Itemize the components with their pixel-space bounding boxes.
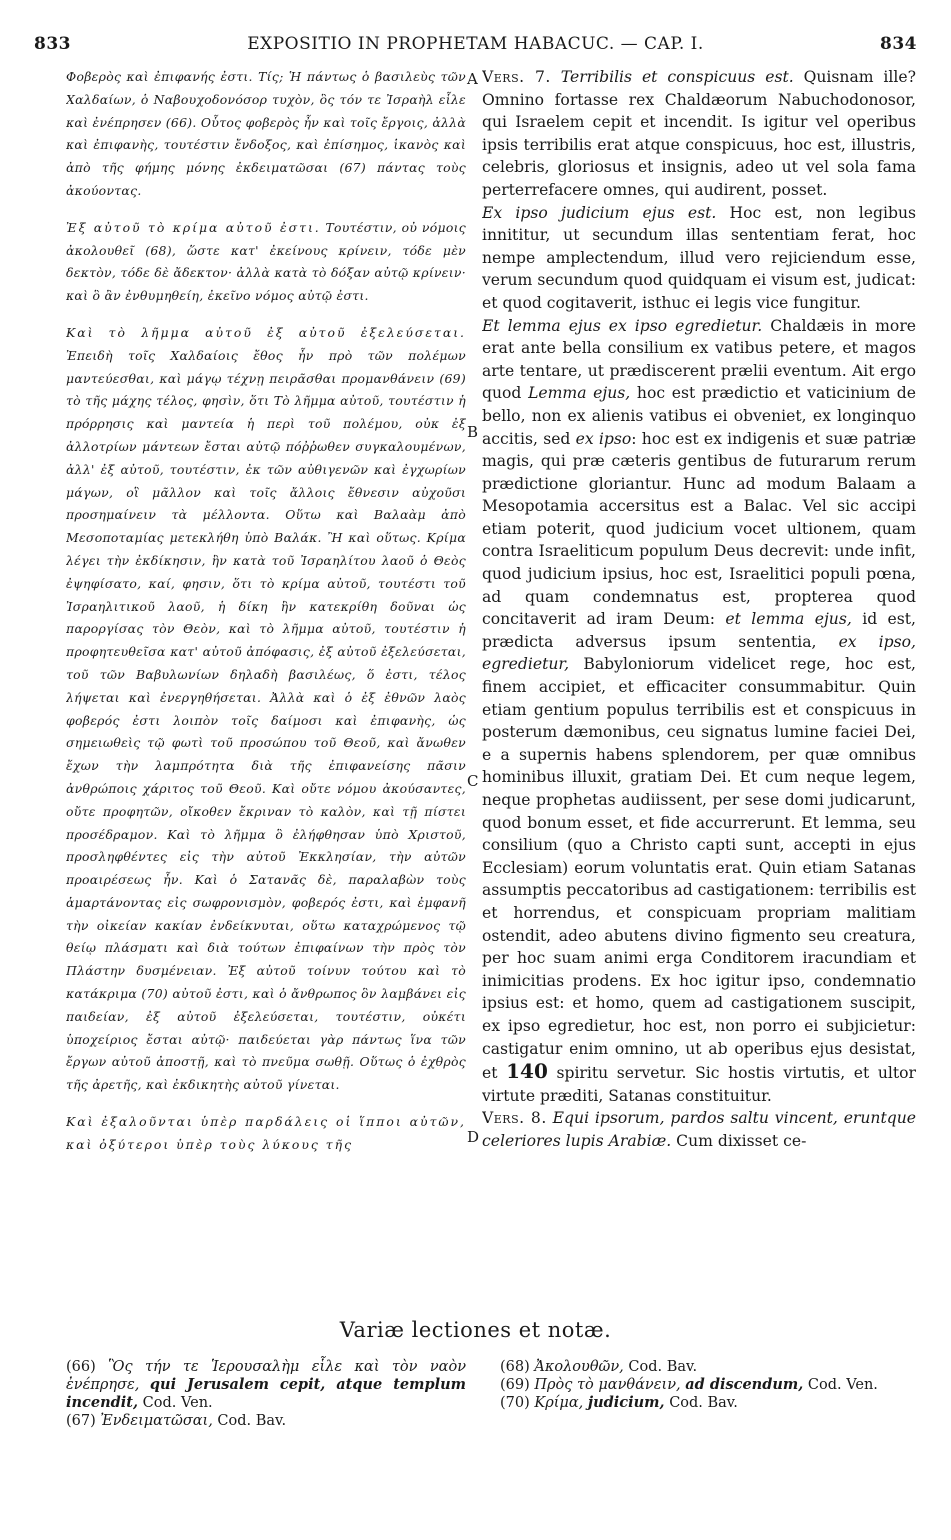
note-number: (69) [500,1377,530,1393]
latin-text-3d: id est, prædicta adversus ipsum sententia, [482,610,916,651]
greek-lemma-4: Καὶ ἐξαλοῦνται ὑπὲρ παρδάλεις οἱ ἵπποι αὐτῶν, καὶ ὀξύτεροι ὑπὲρ τοὺς λύκους τῆς [66,1114,466,1152]
latin-lemma-4: Equi ipsorum, pardos saltu vincent, eruntque celeriores lupis Arabiæ. [482,1109,916,1150]
page-number-left: 833 [34,34,71,54]
latin-text-3f: spiritu servetur. Sic hostis virtutis, et ultor virtute præditi, Satanas constituitur. [482,1064,916,1105]
latin-lemma-3: Et lemma ejus ex ipso egredietur. [482,316,763,335]
latin-text-3c: : hoc est ex indigenis et suæ patriæ magis, qui præ cæteris gentibus de futurarum rerum prædictione gloriantur. Hunc ad modum Balaam a Mesopotamia accersitus est a Balac. Vel sic accipi etiam poterit, quod judicium vocet ultionem, quam contra Israeliticum populum Deus decrevit: unde infit, quod judicium ipsius, hoc est, Israelitici populi pœna, ad quam condemnatus est, propterea quod concitaverit ad iram Deum: [482,429,916,629]
latin-lemma-1: Terribilis et conspicuus est. [560,68,794,86]
notes-left-column [66,1358,466,1430]
note-number: (66) [66,1359,96,1375]
notes-right-column [500,1358,916,1412]
latin-text-1: Quisnam ille? Omnino fortasse rex Chaldæorum Nabuchodonosor, qui Israelem cepit et incendit. Is igitur vel operibus ipsis terribilis erat atque conspicuus, hoc est, illustris, celebris, gloriosus et insignis, adeo ut vel sola fama perterrefacere omnes, qui audirent, posset. [482,68,916,199]
margin-letter-a: A [467,70,478,88]
note-latin: qui Jerusalem cepit, atque templum incendit, [66,1376,466,1411]
latin-paragraph-4 [482,1107,916,1152]
greek-column [66,66,466,1171]
latin-lemma-3e: ex ipso, egredietur, [482,632,916,674]
note-source: Cod. Bav. [628,1359,698,1375]
greek-lemma-2: Ἐξ αὐτοῦ τὸ κρίμα αὐτοῦ ἐστι. [66,219,321,235]
note-greek: Ὃς τήν τε Ἱερουσαλὴμ εἷλε καὶ τὸν ναὸν ἐνέπρησε, [66,1359,467,1393]
latin-paragraph-2 [482,202,916,315]
note-latin: ad discendum, [685,1376,804,1393]
margin-letter-b: B [467,423,479,441]
greek-paragraph-1: Φοβερὸς καὶ ἐπιφανής ἐστι. Τίς; Ἡ πάντως ὁ βασιλεὺς τῶν Χαλδαίων, ὁ Ναβουχοδονόσορ τυχὸν, ὃς τόν τε Ἰσραὴλ εἷλε καὶ ἐνέπρησεν (66). Οὗτος φοβερὸς ἦν καὶ τοῖς ἔργοις, ἀλλὰ καὶ ἐπιφανὴς, τουτέστιν ἔνδοξος, καὶ ἐπίσημος, ἱκανὸς καὶ ἀπὸ τῆς φήμης μόνης ἐκδειματῶσαι (67) πάντας τοὺς ἀκούοντας. [66,69,466,198]
greek-text-3: Ἐπειδὴ τοῖς Χαλδαίοις ἔθος ἦν πρὸ τῶν πολέμων μαντεύεσθαι, καὶ μάγῳ τέχνῃ πειρᾶσθαι προμανθάνειν (69) τὸ τῆς μάχης τέλος, φησὶν, ὅτι Τὸ λῆμμα αὐτοῦ, τουτέστιν ἡ πρόρρησις καὶ μαντεία ἡ περὶ τοῦ πολέμου, οὐκ ἐξ ἀλλοτρίων μάντεων ἔσται αὐτῷ πόῤῥωθεν συγκαλουμένων, ἀλλ' ἐξ αὐτοῦ, τουτέστιν, ἐκ τῶν αὐθιγενῶν καὶ ἐγχωρίων μάγων, οἳ μᾶλλον καὶ τοῖς ἄλλοις ἔθνεσιν αὐχοῦσι προσημαίνειν τὰ μέλλοντα. Οὕτω καὶ Βαλαὰμ ἀπὸ Μεσοποταμίας μετεκλήθη ὑπὸ Βαλάκ. Ἢ καὶ οὕτως. Κρίμα λέγει τὴν ἐκδίκησιν, ἣν κατὰ τοῦ Ἰσραηλίτου λαοῦ ὁ Θεὸς ἐψηφίσατο, καί, φησιν, ὅτι τὸ κρίμα αὐτοῦ, τουτέστι τοῦ Ἰσραηλιτικοῦ λαοῦ, ἡ δίκη ἣν κατεκρίθη δοῦναι ὡς παροργίσας τὸν Θεὸν, καὶ τὸ λῆμμα αὐτοῦ, τουτέστιν ἡ προφητευθεῖσα κατ' αὐτοῦ ἀπόφασις, ἐξ αὐτοῦ ἐξελεύσεται, τοῦ τῶν Βαβυλωνίων δηλαδὴ βασιλέως, ὅ ἐστι, τέλος λήψεται καὶ ἐνεργηθήσεται. Ἀλλὰ καὶ ὁ ἐξ ἐθνῶν λαὸς φοβερός ἐστι λοιπὸν τοῖς δαίμοσι καὶ ἐπιφανὴς, ὡς σημειωθεὶς τῷ φωτὶ τοῦ προσώπου τοῦ Θεοῦ, καὶ ἄνωθεν ἔχων τὴν λαμπρότητα διὰ τῆς ἐπιφανείσης πᾶσιν ἀνθρώποις χάριτος τοῦ Θεοῦ. Καὶ οὔτε νόμου ἀκούσαντες, οὔτε προφητῶν, οἴκοθεν ἔκριναν τὸ καλὸν, καὶ τῇ πίστει προσέδραμον. Καὶ τὸ λῆμμα ὃ ἐλήφθησαν ὑπὸ Χριστοῦ, προσληφθέντες εἰς τὴν αὐτοῦ Ἐκκλησίαν, τὴν αὐτῶν προαιρέσεως ἦν. Καὶ ὁ Σατανᾶς δὲ, παραλαβὼν τοὺς ἁμαρτάνοντας εἰς σωφρονισμὸν, φοβερός ἐστι, καὶ ἐμφανῆ τὴν οἰκείαν κακίαν ἐνδείκνυται, οὕτω καταχρώμενος τῷ θείῳ πλάσματι καὶ διὰ τούτων ἐπιφαίνων τὴν πρὸς τὸν Πλάστην δυσμένειαν. Ἐξ αὐτοῦ τοίνυν τούτου καὶ τὸ κατάκριμα (70) αὐτοῦ ἐστι, καὶ ὁ ἄνθρωπος ὃν λαμβάνει εἰς παιδείαν, ἐξ αὐτοῦ ἐξελεύσεται, τουτέστιν, οὐκέτι ὑποχείριος ἔσται αὐτῷ· παιδεύεται γὰρ πάντως ἵνα τῶν ἔργων αὐτοῦ ἀποστῇ, καὶ τὸ πνεῦμα σωθῇ. Οὕτως ὁ ἐχθρὸς τῆς ἀρετῆς, καὶ ἐκδικητὴς αὐτοῦ γίνεται. [66,347,466,1093]
note-number: (70) [500,1395,530,1411]
column-marker-140: 140 [506,1059,548,1084]
greek-paragraph-2 [66,217,466,308]
latin-text-3b: hoc est prædictio et vaticinium de bello, non ex alienis vatibus ei obveniet, ex longinquo accitis, sed [482,384,916,448]
note-source: Cod. Ven. [807,1377,878,1393]
note-68 [500,1358,916,1376]
latin-text-4: Cum dixisset ce- [671,1131,807,1150]
note-source: Cod. Bav. [217,1413,287,1429]
note-greek: Κρίμα, [534,1395,584,1411]
greek-text-2: Τουτέστιν, οὐ νόμοις ἀκολουθεῖ (68), ὥστε κατ' ἐκείνους κρίνειν, τόδε μὲν δεκτὸν, τόδε δὲ ἄδεκτον· ἀλλὰ κατὰ τὸ δόξαν αὐτῷ κρίνειν· καὶ ὃ ἂν ἐνθυμηθείη, ἐκεῖνο νόμος αὐτῷ ἐστι. [66,219,466,304]
latin-lemma-3b: Lemma ejus, [528,384,631,403]
latin-column [482,66,916,1153]
margin-letter-c: C [467,772,479,790]
running-header [34,34,917,56]
note-greek: Ἐνδειματῶσαι, [100,1413,213,1429]
running-title: EXPOSITIO IN PROPHETAM HABACUC. — CAP. I. [247,34,704,54]
verse-label-7: Vers. 7. [482,68,551,86]
greek-lemma-3: Καὶ τὸ λῆμμα αὐτοῦ ἐξ αὐτοῦ ἐξελεύσεται. [66,324,466,340]
margin-letter-d: D [467,1128,480,1146]
note-source: Cod. Ven. [142,1395,213,1411]
latin-lemma-3c: ex ipso [575,429,632,448]
note-67 [66,1412,466,1430]
latin-paragraph-3 [482,315,916,1108]
latin-text-2: Hoc est, non legibus innititur, ut secundum illas sententiam ferat, hoc nempe amplectendum, illud vero rejiciendum esse, verum secundum quod quidquam ei visum est, judicat: et quod cogitaverit, isthuc ei legis vice fungitur. [482,203,916,312]
note-70 [500,1394,916,1412]
latin-lemma-2: Ex ipso judicium ejus est. [482,203,717,222]
page-number-right: 834 [880,34,917,54]
note-number: (67) [66,1413,96,1429]
note-66 [66,1358,466,1412]
latin-text-3a: Chaldæis in more erat ante bella consilium ex vatibus petere, et magos arte tentare, ut prædiscerent prælii eventum. Ait ergo quod [482,316,916,403]
note-greek: Ἀκολουθῶν, [534,1359,624,1375]
note-source: Cod. Bav. [669,1395,738,1411]
note-number: (68) [500,1359,530,1375]
note-69 [500,1376,916,1394]
latin-text-3e: Babyloniorum videlicet rege, hoc est, finem accipiet, et efficaciter consummabitur. Quin etiam gentium populus terribilis est et conspicuus in posterum dæmonibus, ceu signatus lumine faciei Dei, e a supernis habens splendorem, per quæ omnibus hominibus illuxit, gratiam Dei. Et cum neque legem, neque prophetas audiissent, per sese domi judicarunt, quod bonum esset, et fide accurrerunt. Et lemma, seu consilium (quo a Christo capti sunt, accepti in ejus Ecclesiam) eorum voluntatis erat. Quin etiam Satanas assumptis peccatoribus ad castigationem: terribilis est et horrendus, et conspicuam propriam malitiam ostendit, adeo abutens divino figmento seu creatura, per hoc suam animi erga Conditorem iracundiam et inimicitias prodens. Ex hoc igitur ipso, condemnatio ipsius est: et homo, quem ad castigationem suscipit, ex ipso egredietur, hoc est, non porro ei subjicietur: castigatur enim omnino, ut ab operibus ejus desistat, et [482,655,916,1083]
latin-paragraph-1 [482,66,916,202]
greek-paragraph-4 [66,1111,466,1157]
verse-label-8: Vers. 8. [482,1109,547,1128]
notes-heading: Variæ lectiones et notæ. [339,1318,612,1342]
note-latin: judicium, [587,1394,665,1411]
greek-paragraph-3 [66,322,466,1097]
note-greek: Πρὸς τὸ μανθάνειν, [534,1377,681,1393]
latin-lemma-3d: et lemma ejus, [725,610,852,629]
